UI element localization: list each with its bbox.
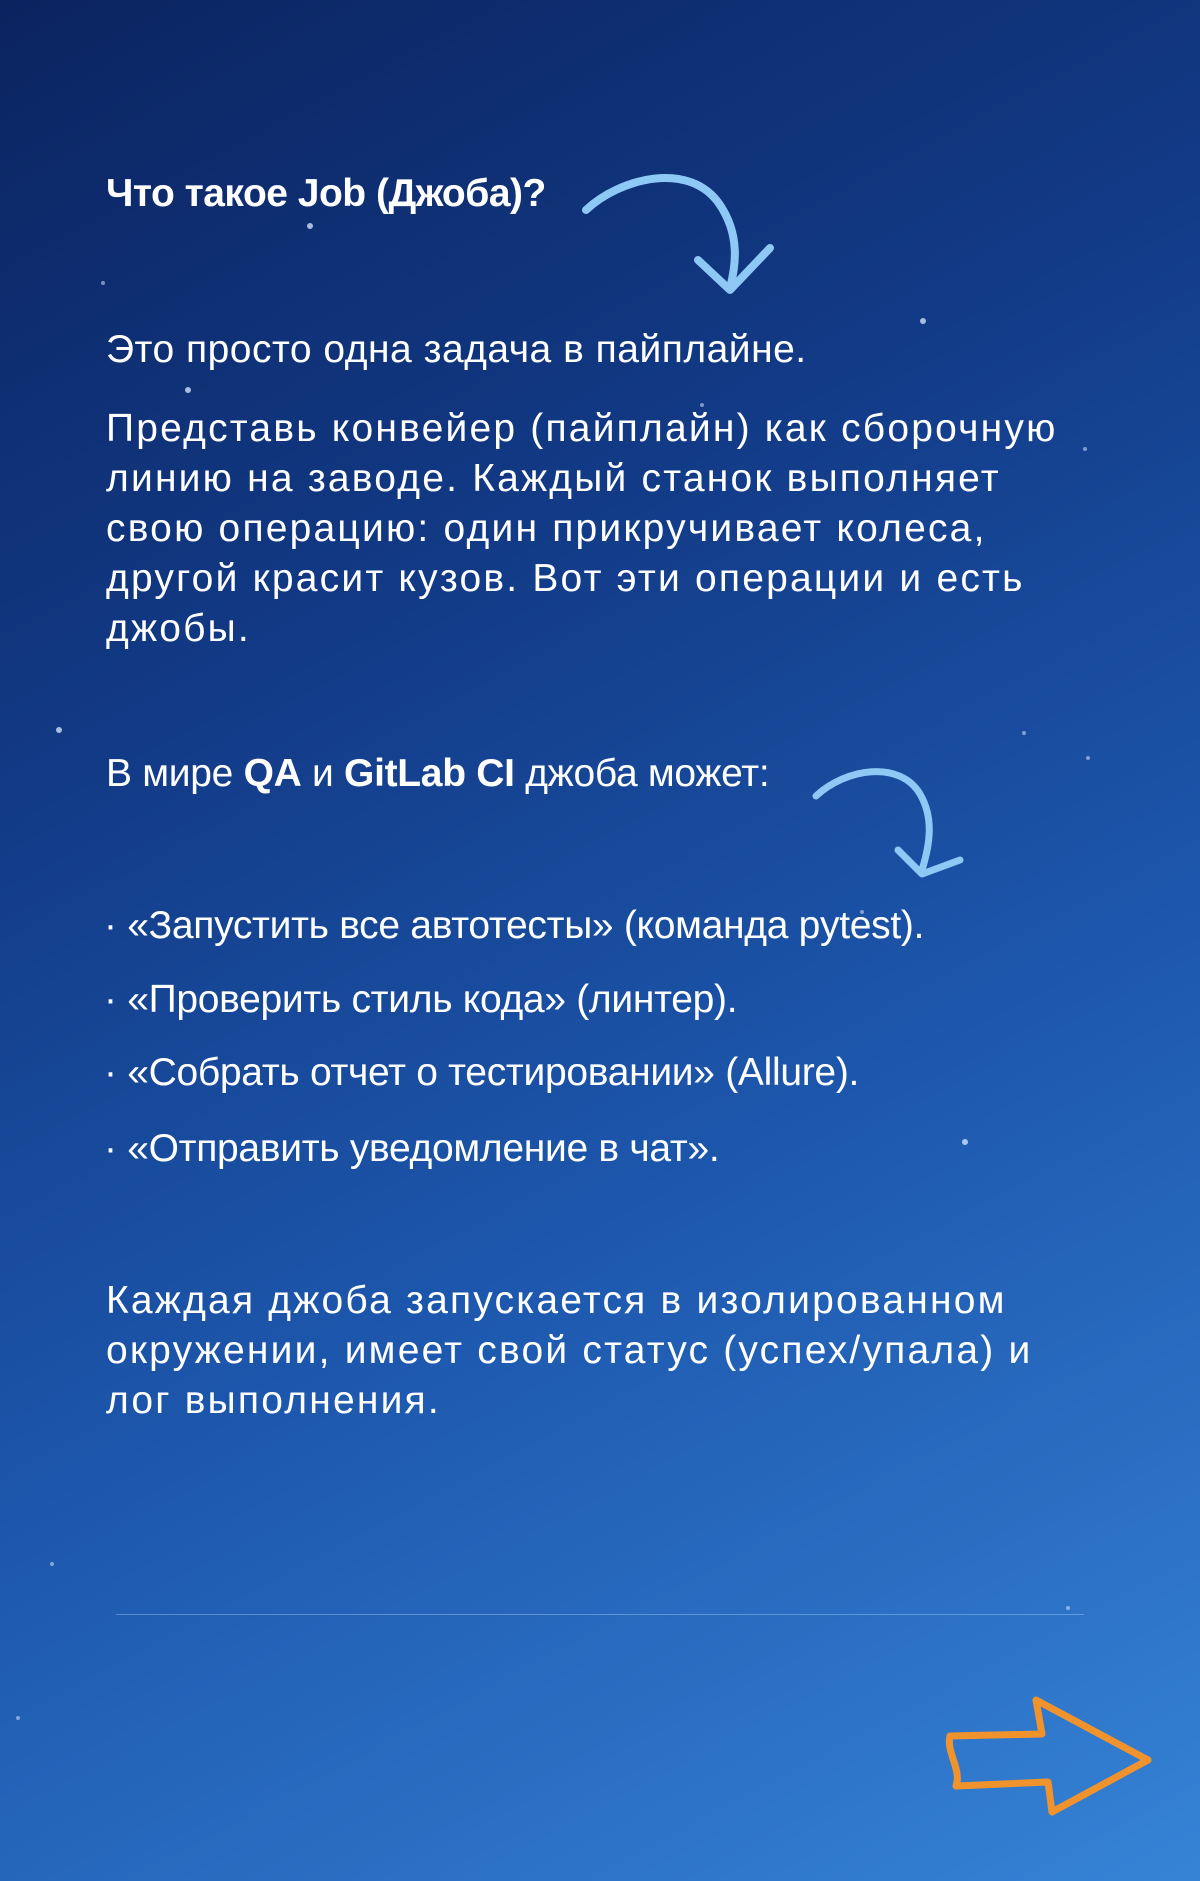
curved-arrow-down-icon — [580, 160, 790, 300]
conveyor-paragraph — [106, 404, 1106, 654]
intro-qa: QA — [243, 752, 302, 795]
lead-sentence: Это просто одна задача в пайплайне. — [106, 328, 807, 371]
intro-suffix: джоба может: — [514, 752, 770, 795]
paragraph-line: свою операцию: один прикручивает колеса, — [106, 507, 987, 550]
star-decoration — [16, 1716, 20, 1720]
paragraph-line: другой красит кузов. Вот эти операции и есть — [106, 557, 1025, 600]
arrow-right-icon[interactable] — [940, 1690, 1160, 1820]
divider — [116, 1614, 1084, 1615]
slide-heading: Что такое Job (Джоба)? — [106, 172, 546, 215]
intro-gitlab: GitLab CI — [344, 752, 515, 795]
outro-line: окружении, имеет свой статус (успех/упала) и — [106, 1329, 1033, 1372]
star-decoration — [50, 1562, 54, 1566]
outro-paragraph — [106, 1276, 1106, 1426]
star-decoration — [962, 1139, 968, 1145]
paragraph-line: джобы. — [106, 607, 251, 650]
outro-line: лог выполнения. — [106, 1379, 441, 1422]
bullet-item: · «Собрать отчет о тестировании» (Allure). — [104, 1051, 860, 1094]
curved-arrow-down-icon — [812, 758, 972, 888]
paragraph-line: Представь конвейер (пайплайн) как сборочную — [106, 407, 1058, 450]
star-decoration — [1086, 756, 1090, 760]
star-decoration — [307, 223, 313, 229]
bullet-item: · «Проверить стиль кода» (линтер). — [104, 978, 738, 1021]
bullet-item: · «Запустить все автотесты» (команда pytest). — [104, 904, 925, 947]
intro-prefix: В мире — [106, 752, 244, 795]
intro-middle: и — [301, 752, 345, 795]
star-decoration — [101, 281, 105, 285]
star-decoration — [185, 387, 191, 393]
star-decoration — [920, 318, 926, 324]
intro-line — [106, 752, 769, 796]
bullet-item: · «Отправить уведомление в чат». — [104, 1127, 720, 1170]
star-decoration — [1022, 731, 1026, 735]
paragraph-line: линию на заводе. Каждый станок выполняет — [106, 457, 1001, 500]
outro-line: Каждая джоба запускается в изолированном — [106, 1279, 1007, 1322]
star-decoration — [1066, 1606, 1070, 1610]
star-decoration — [56, 727, 62, 733]
